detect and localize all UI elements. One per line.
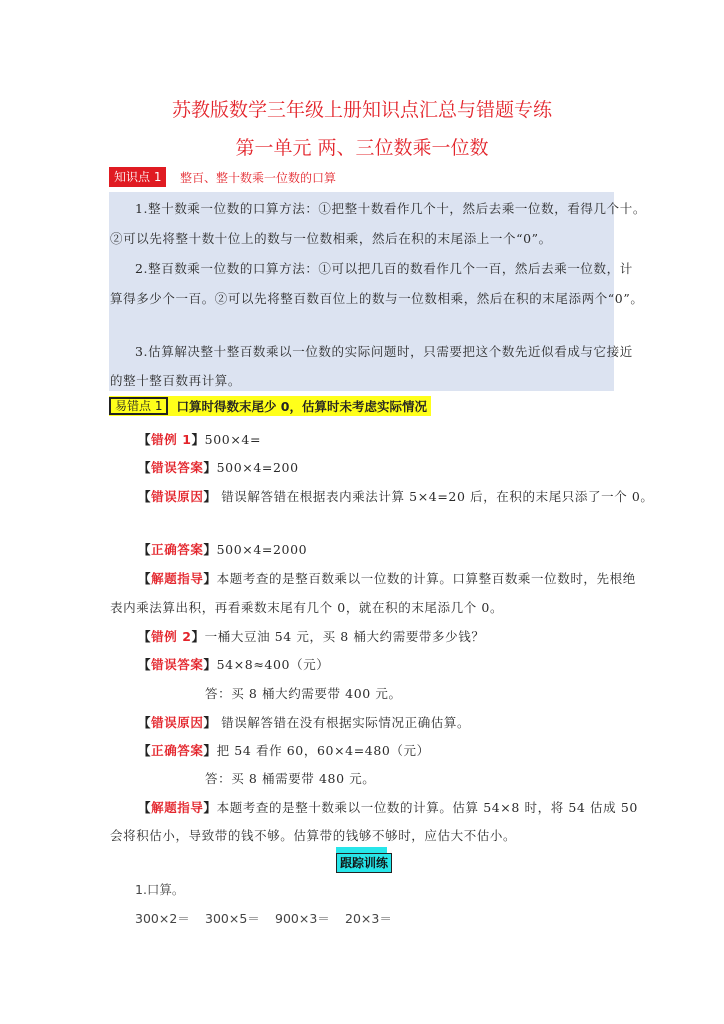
example2-guide-cont: 会将积估小，导致带的钱不够。估算带的钱够不够时，应估大不估小。: [110, 828, 517, 843]
example1-guide-cont: 表内乘法算出积，再看乘数末尾有几个 0，就在积的末尾添几个 0。: [110, 600, 504, 615]
kp-paragraph-3: 3.估算解决整十整百数乘以一位数的实际问题时，只需要把这个数先近似看成与它接近: [135, 344, 633, 359]
example2-wrong-answer: 【错误答案】54×8≈400（元）: [138, 657, 330, 672]
example1-question-tag: 错例 1: [151, 432, 192, 447]
exercise-item-3: 900×3＝: [275, 911, 330, 926]
kp-paragraph-3-cont: 的整十整百数再计算。: [110, 373, 242, 388]
exercise-item-2: 300×5＝: [205, 911, 260, 926]
example1-correct-answer: 【正确答案】500×4=2000: [138, 542, 308, 557]
error-point-label: 易错点 1: [109, 397, 168, 415]
example1-wrong-reason: 【错误原因】 错误解答错在根据表内乘法计算 5×4=20 后，在积的末尾只添了一个 0。: [138, 489, 654, 504]
exercise-item-1: 300×2＝: [135, 911, 190, 926]
exercise-1-title: 1.口算。: [135, 882, 185, 897]
example2-wrong-answer-reply: 答：买 8 桶大约需要带 400 元。: [205, 686, 402, 701]
error-point-title: 口算时得数末尾少 0，估算时未考虑实际情况: [176, 399, 428, 414]
knowledge-point-title: 整百、整十数乘一位数的口算: [180, 170, 337, 185]
kp-paragraph-2-cont: 算得多少个一百。②可以先将整百数百位上的数与一位数相乘，然后在积的末尾添两个“0”。: [110, 291, 644, 306]
training-label: 跟踪训练: [336, 853, 392, 873]
kp-paragraph-1: 1.整十数乘一位数的口算方法：①把整十数看作几个十，然后去乘一位数，看得几个十。: [135, 201, 646, 216]
knowledge-point-label: 知识点 1: [109, 167, 166, 187]
example1-guide: 【解题指导】本题考查的是整百数乘以一位数的计算。口算整百数乘一位数时，先根绝: [138, 571, 636, 586]
exercise-item-4: 20×3＝: [345, 911, 392, 926]
error-point-header: [109, 396, 431, 416]
example1-question: 【错例 1】500×4=: [138, 432, 262, 447]
example2-question: 【错例 2】一桶大豆油 54 元，买 8 桶大约需要带多少钱？: [138, 629, 485, 644]
kp-paragraph-1-cont: ②可以先将整十数十位上的数与一位数相乘，然后在积的末尾添上一个“0”。: [110, 231, 552, 246]
example2-correct-answer: 【正确答案】把 54 看作 60，60×4=480（元）: [138, 743, 430, 758]
example2-correct-answer-reply: 答：买 8 桶需要带 480 元。: [205, 771, 376, 786]
unit-subtitle: 第一单元 两、三位数乘一位数: [235, 137, 489, 159]
knowledge-point-header: [109, 167, 336, 187]
example2-wrong-reason: 【错误原因】 错误解答错在没有根据实际情况正确估算。: [138, 715, 471, 730]
kp-paragraph-2: 2.整百数乘一位数的口算方法：①可以把几百的数看作几个一百，然后去乘一位数，计: [135, 261, 633, 276]
example1-wrong-answer: 【错误答案】500×4=200: [138, 460, 299, 475]
document-title: 苏教版数学三年级上册知识点汇总与错题专练: [171, 99, 552, 121]
example2-guide: 【解题指导】本题考查的是整十数乘以一位数的计算。估算 54×8 时，将 54 估成 50: [138, 800, 638, 815]
